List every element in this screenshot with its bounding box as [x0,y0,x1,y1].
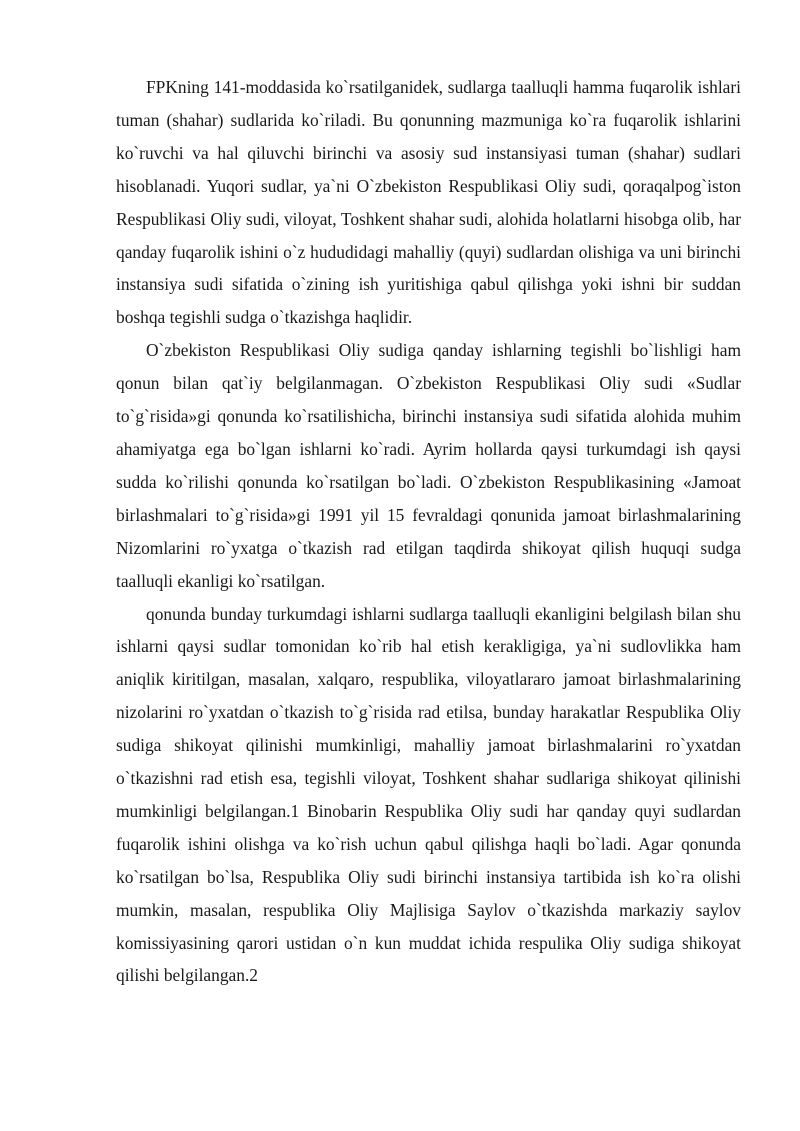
paragraph-3: qonunda bunday turkumdagi ishlarni sudlarga taalluqli ekanligini belgilash bilan shu ishlarni qaysi sudlar tomonidan ko`rib hal etish kerakligiga, ya`ni sudlovlikka ham aniqlik kiritilgan, masalan, xalqaro, respublika, viloyatlararo jamoat birlashmalarining nizolarini ro`yxatdan o`tkazish to`g`risida rad etilsa, bunday harakatlar Respublika Oliy sudiga shikoyat qilinishi mumkinligi, mahalliy jamoat birlashmalarini ro`yxatdan o`tkazishni rad etish esa, tegishli viloyat, Toshkent shahar sudlariga shikoyat qilinishi mumkinligi belgilangan.1 Binobarin Respublika Oliy sudi har qanday quyi sudlardan fuqarolik ishini olishga va ko`rish uchun qabul qilishga haqli bo`ladi. Agar qonunda ko`rsatilgan bo`lsa, Respublika Oliy sudi birinchi instansiya tartibida ish ko`ra olishi mumkin, masalan, respublika Oliy Majlisiga Saylov o`tkazishda markaziy saylov komissiyasining qarori ustidan o`n kun muddat ichida respulika Oliy sudiga shikoyat qilishi belgilangan.2 [116,603,741,986]
paragraph-1: FPKning 141-moddasida ko`rsatilganidek, sudlarga taalluqli hamma fuqarolik ishlari tuman (shahar) sudlarida ko`riladi. Bu qonunning mazmuniga ko`ra fuqarolik ishlarini ko`ruvchi va hal qiluvchi birinchi va asosiy sud instansiyasi tuman (shahar) sudlari hisoblanadi. Yuqori sudlar, ya`ni O`zbekiston Respublikasi Oliy sudi, qoraqalpog`iston Respublikasi Oliy sudi, viloyat, Toshkent shahar sudi, alohida holatlarni hisobga olib, har qanday fuqarolik ishini o`z hududidagi mahalliy (quyi) sudlardan olishiga va uni birinchi instansiya sudi sifatida o`zining ish yuritishiga qabul qilishga yoki ishni bir suddan boshqa tegishli sudga o`tkazishga haqlidir. [116,77,741,328]
document-page [116,71,741,992]
paragraph-2: O`zbekiston Respublikasi Oliy sudiga qanday ishlarning tegishli bo`lishligi ham qonun bilan qat`iy belgilanmagan. O`zbekiston Respublikasi Oliy sudi «Sudlar to`g`risida»gi qonunda ko`rsatilishicha, birinchi instansiya sudi sifatida alohida muhim ahamiyatga ega bo`lgan ishlarni ko`radi. Ayrim hollarda qaysi turkumdagi ish qaysi sudda ko`rilishi qonunda ko`rsatilgan bo`ladi. O`zbekiston Respublikasining «Jamoat birlashmalari to`g`risida»gi 1991 yil 15 fevraldagi qonunida jamoat birlashmalarining Nizomlarini ro`yxatga o`tkazish rad etilgan taqdirda shikoyat qilish huquqi sudga taalluqli ekanligi ko`rsatilgan. [116,340,741,591]
